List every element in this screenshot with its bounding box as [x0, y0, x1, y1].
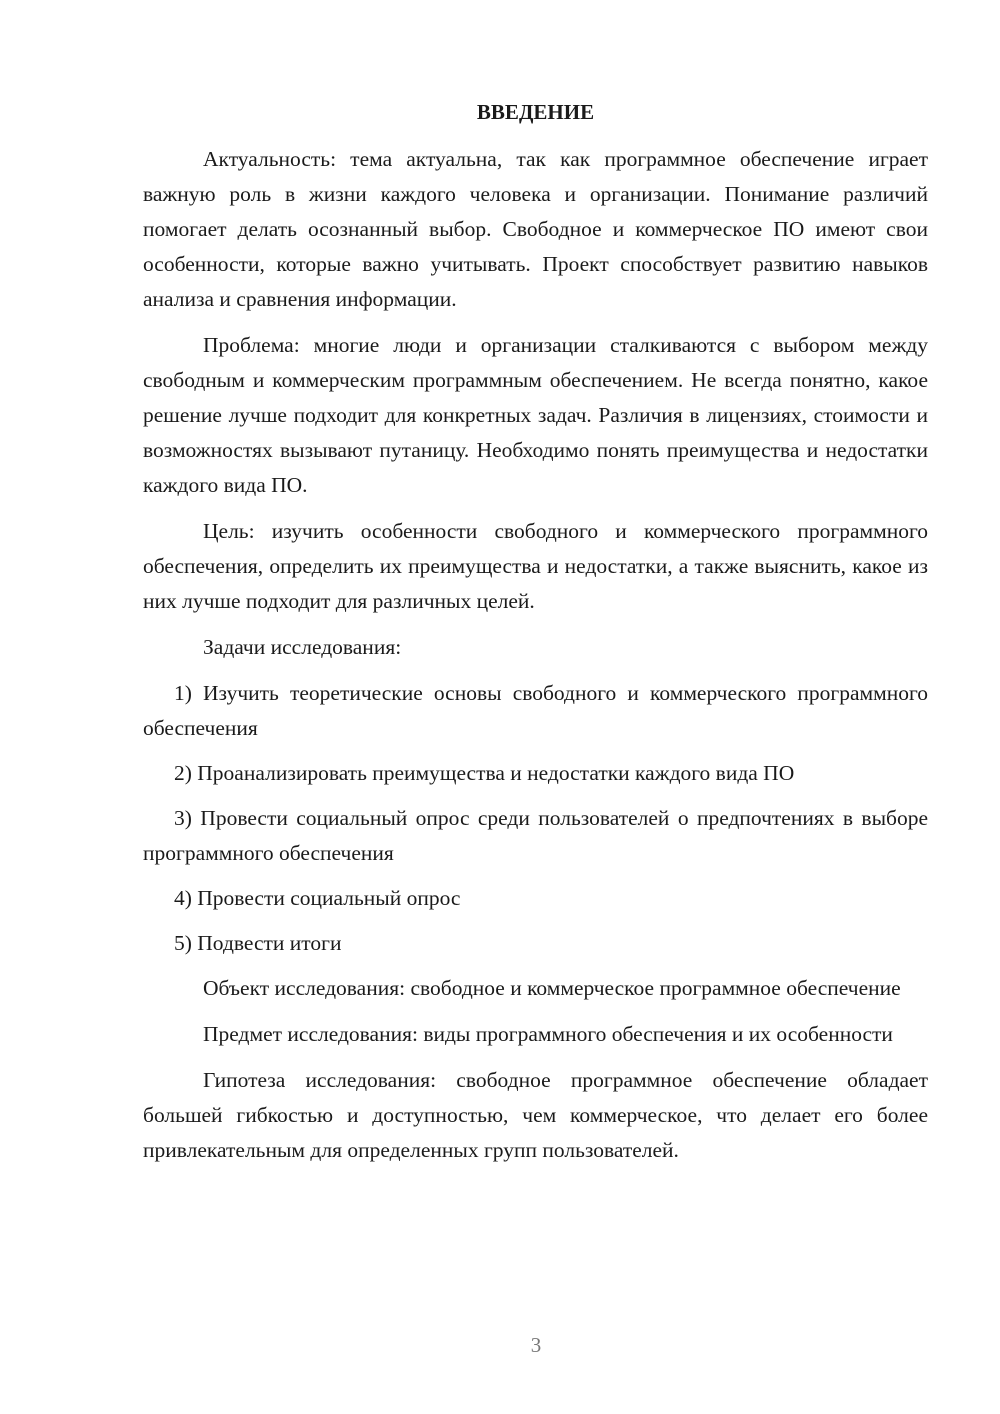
document-title: ВВЕДЕНИЕ: [476, 100, 595, 124]
tasks-heading: Задачи исследования:: [203, 635, 402, 659]
page-number: 3: [530, 1333, 542, 1357]
task-item-4: 4) Провести социальный опрос: [174, 886, 461, 910]
problem-paragraph: Проблема: многие люди и организации сталкиваются с выбором между свободным и коммерческим программным обеспечением. Не всегда понятно, какое решение лучше подходит для конкретных задач. Различия в лицензиях, стоимости и возможностях вызывают путаницу. Необходимо понять преимущества и недостатки каждого вида ПО.: [143, 333, 928, 497]
tasks-list: [143, 676, 928, 961]
relevance-paragraph: Актуальность: тема актуальна, так как программное обеспечение играет важную роль в жизни каждого человека и организации. Понимание различий помогает делать осознанный выбор. Свободное и коммерческое ПО имеют свои особенности, которые важно учитывать. Проект способствует развитию навыков анализа и сравнения информации.: [143, 147, 928, 311]
task-item-2: 2) Проанализировать преимущества и недостатки каждого вида ПО: [174, 761, 795, 785]
task-item-3: 3) Провести социальный опрос среди пользователей о предпочтениях в выборе программного обеспечения: [143, 806, 928, 865]
subject-paragraph: Предмет исследования: виды программного обеспечения и их особенности: [203, 1022, 893, 1046]
task-item-1: 1) Изучить теоретические основы свободного и коммерческого программного обеспечения: [143, 681, 928, 740]
goal-paragraph: Цель: изучить особенности свободного и коммерческого программного обеспечения, определить их преимущества и недостатки, а также выяснить, какое из них лучше подходит для различных целей.: [143, 519, 928, 613]
hypothesis-paragraph: Гипотеза исследования: свободное программное обеспечение обладает большей гибкостью и доступностью, чем коммерческое, что делает его более привлекательным для определенных групп пользователей.: [143, 1068, 928, 1162]
task-item-5: 5) Подвести итоги: [174, 931, 342, 955]
object-paragraph: Объект исследования: свободное и коммерческое программное обеспечение: [203, 976, 901, 1000]
document-page: [143, 95, 928, 1179]
